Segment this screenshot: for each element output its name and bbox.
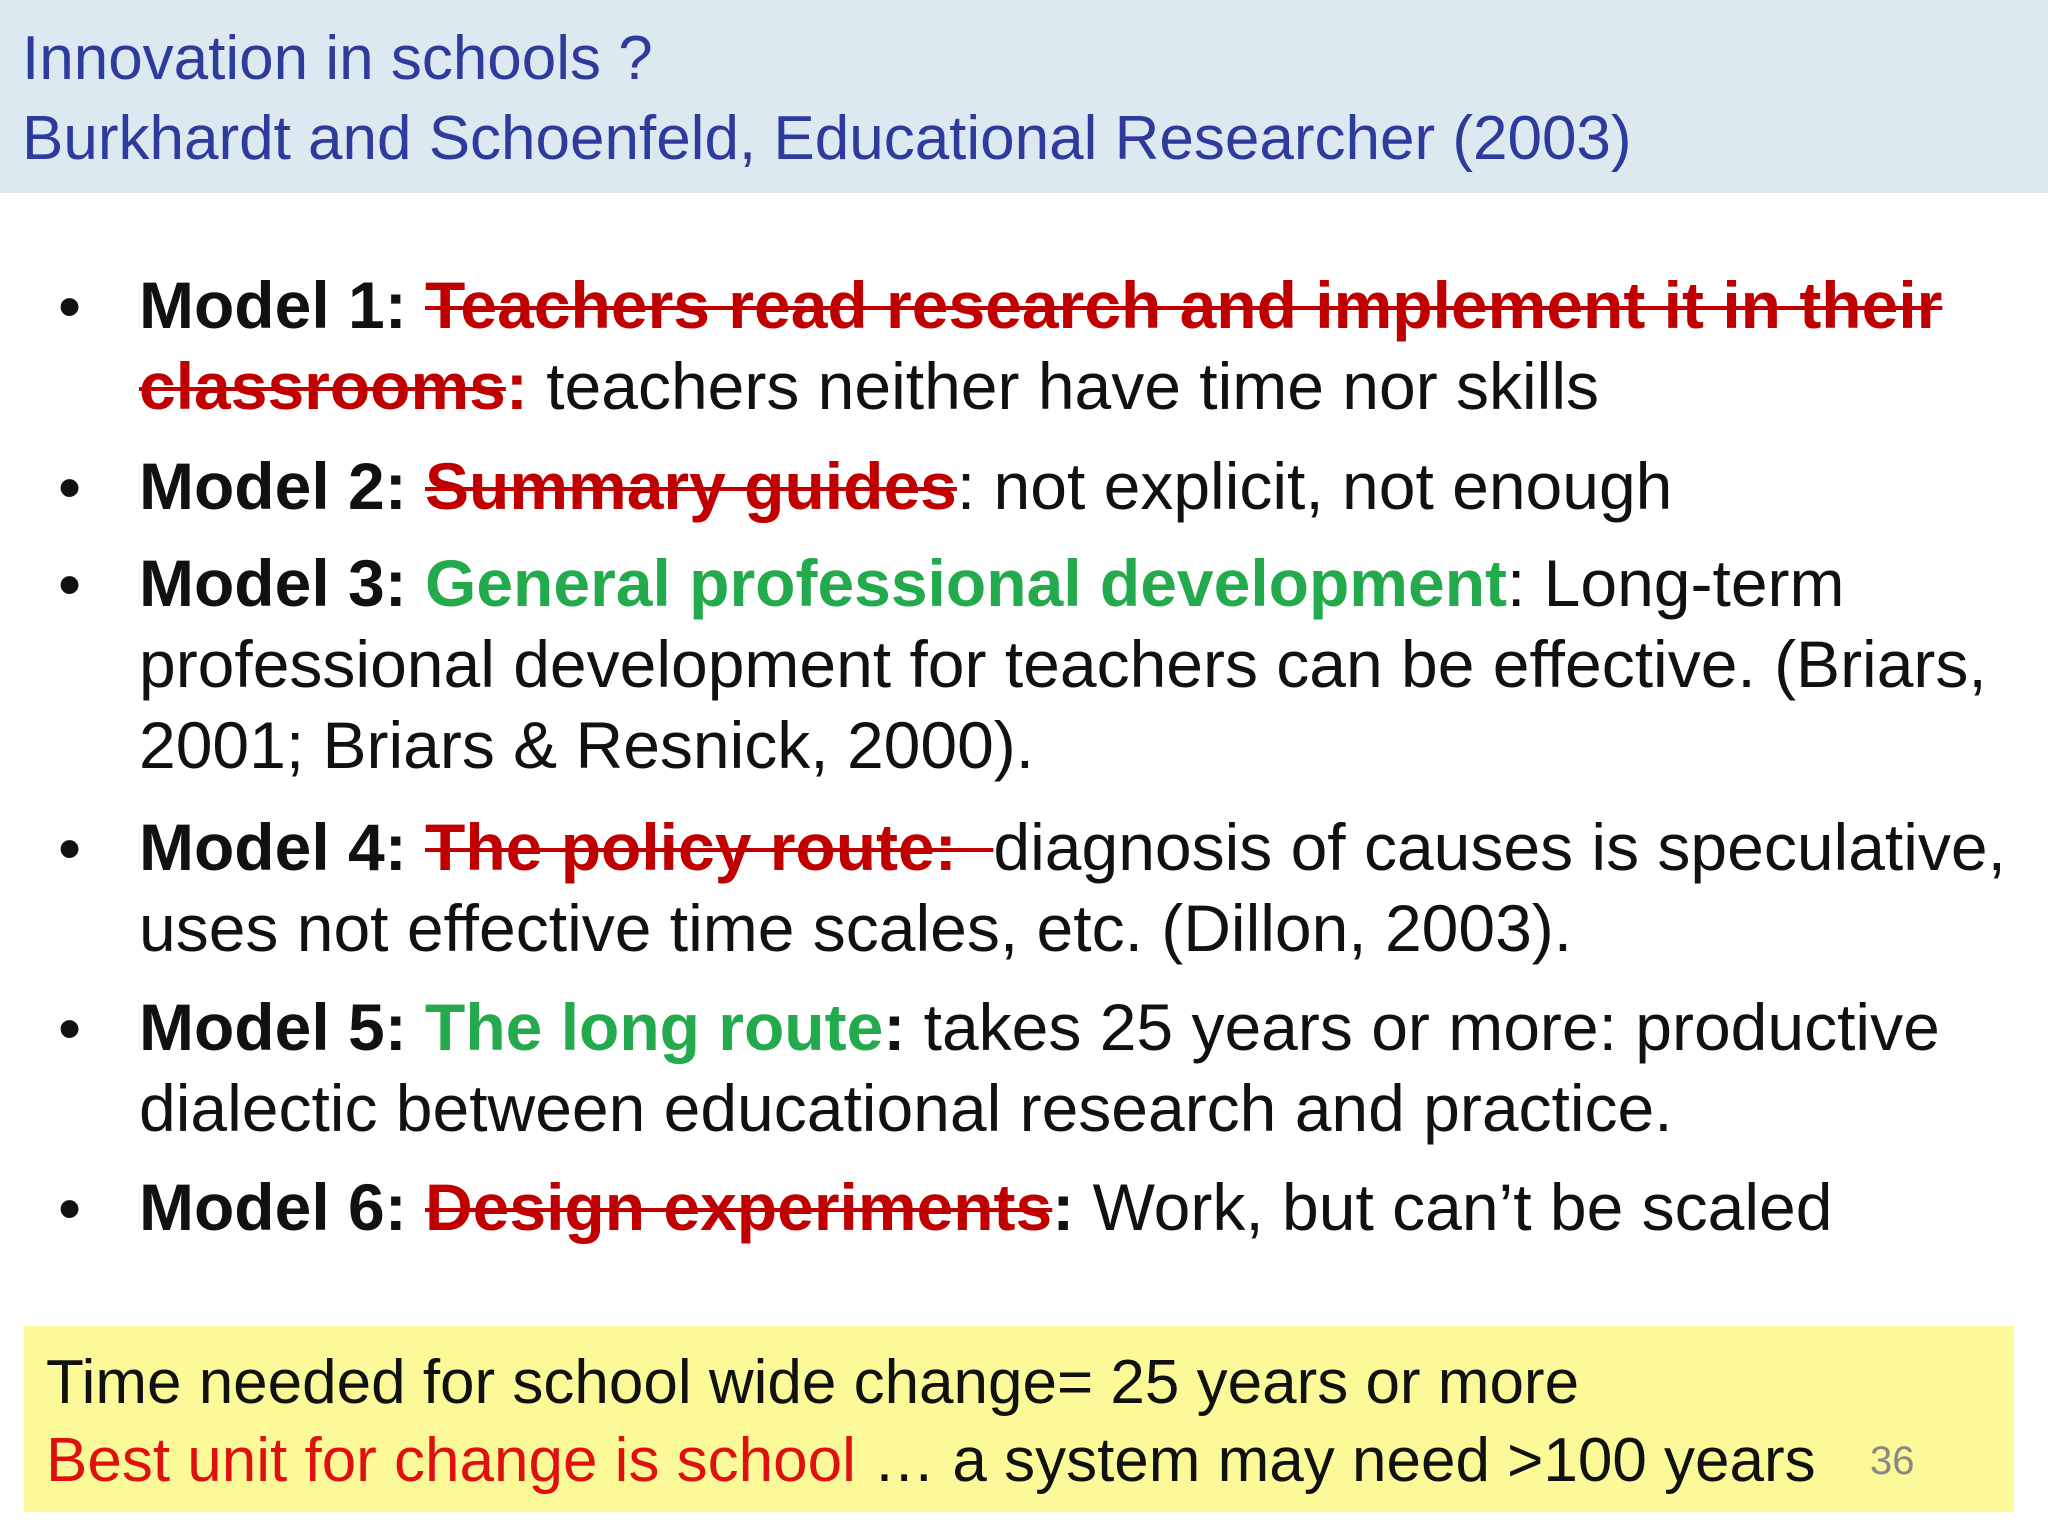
model-separator: :	[883, 990, 906, 1064]
model-label: Model 4:	[139, 810, 426, 884]
model-name-green: The long route	[425, 990, 884, 1064]
model-separator: :	[505, 349, 528, 423]
model-description: Work, but can’t be scaled	[1074, 1170, 1833, 1244]
model-description: diagnosis of causes is speculative, uses not effective time scales, etc. (Dillon, 2003).	[139, 810, 2025, 965]
callout-line-time: Time needed for school wide change= 25 years or more	[46, 1348, 1580, 1417]
bullet-dot: •	[58, 1171, 82, 1245]
callout-highlight: Best unit for change is school	[46, 1426, 856, 1495]
model-description: not explicit, not enough	[975, 449, 1673, 523]
model-label: Model 3:	[139, 546, 426, 620]
model-name-struck: Design experiments	[425, 1170, 1053, 1244]
bullet-dot: •	[58, 991, 82, 1065]
model-label: Model 2:	[139, 449, 426, 523]
page-number: 36	[1870, 1439, 1915, 1483]
model-separator: :	[1507, 546, 1526, 620]
model-name-struck: Summary guides	[425, 449, 957, 523]
model-description: teachers neither have time nor skills	[527, 349, 1600, 423]
bullet-text	[139, 543, 2029, 786]
slide-header	[0, 0, 2048, 193]
model-label: Model 1:	[139, 268, 426, 342]
bullet-text	[139, 987, 2029, 1149]
bullet-dot: •	[58, 450, 82, 524]
bullet-dot: •	[58, 547, 82, 621]
bullet-text	[139, 1167, 2029, 1248]
slide-title: Innovation in schools ?	[22, 24, 653, 93]
bullet-text	[139, 807, 2029, 969]
summary-callout	[24, 1326, 2014, 1512]
model-name-green: General professional development	[425, 546, 1507, 620]
bullet-dot: •	[58, 269, 82, 343]
callout-line-unit	[46, 1426, 1816, 1495]
model-name-struck: The policy route:	[425, 810, 994, 884]
callout-rest: … a system may need >100 years	[855, 1426, 1816, 1495]
bullet-dot: •	[58, 811, 82, 885]
model-label: Model 6:	[139, 1170, 426, 1244]
model-separator: :	[956, 449, 976, 523]
bullet-text	[139, 265, 2029, 427]
bullet-text	[139, 446, 2029, 527]
model-separator: :	[1052, 1170, 1075, 1244]
slide-subtitle: Burkhardt and Schoenfeld, Educational Researcher (2003)	[22, 104, 1632, 173]
model-description: takes 25 years or more: productive dialectic between educational research and practice.	[139, 990, 1940, 1145]
model-label: Model 5:	[139, 990, 426, 1064]
model-description: Long-term professional development for teachers can be effective. (Briars, 2001; Briars & Resnick, 2000).	[139, 546, 1987, 782]
model-name-struck: Teachers read research and implement it in their classrooms	[139, 268, 1943, 423]
